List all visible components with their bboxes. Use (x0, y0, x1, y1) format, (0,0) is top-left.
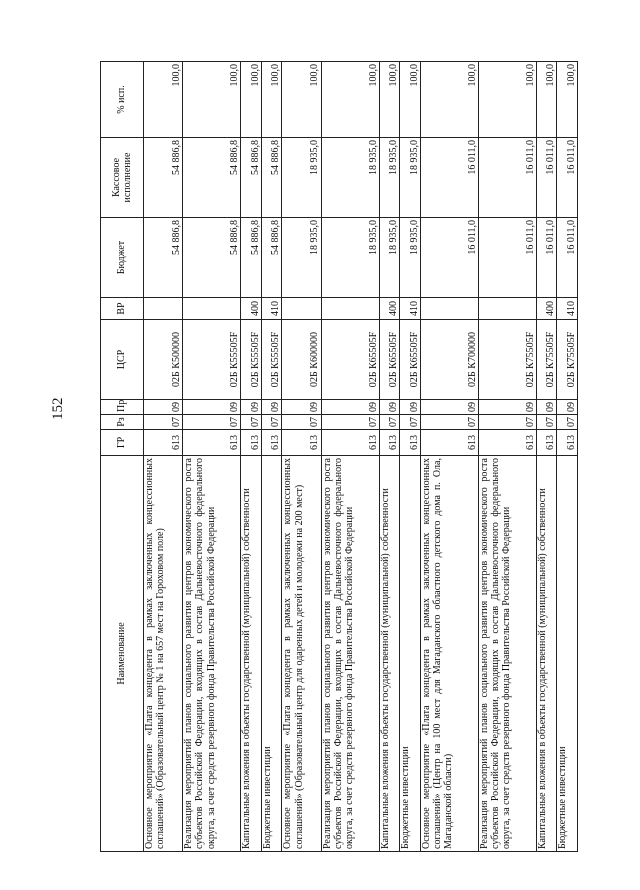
row-pr: 09 (282, 400, 321, 415)
row-budget: 54 886,8 (241, 218, 261, 298)
row-budget: 18 935,0 (400, 218, 420, 298)
row-csr: 02Б К55505F (183, 320, 241, 400)
table-row (379, 62, 399, 852)
row-pct: 100,0 (241, 62, 261, 138)
row-csr: 02Б К75505F (557, 320, 578, 400)
row-pr: 09 (144, 400, 183, 415)
row-name: Реализация мероприятий планов социального развития центров экономического роста субъектов Российской Федерации, входящих в состав Дальневосточного федерального округа, за счет средств резервного фонда Правительства Российской Федерации (183, 456, 241, 852)
row-rz: 07 (241, 415, 261, 430)
table-body (144, 62, 578, 852)
row-gr: 613 (400, 430, 420, 456)
row-pr: 09 (241, 400, 261, 415)
row-cash: 16 011,0 (420, 138, 478, 218)
table-header-row (101, 62, 144, 852)
row-vr (183, 298, 241, 320)
row-cash: 54 886,8 (144, 138, 183, 218)
row-cash: 18 935,0 (400, 138, 420, 218)
row-cash: 54 886,8 (183, 138, 241, 218)
rotated-table-container (100, 62, 578, 852)
row-pr: 09 (557, 400, 578, 415)
row-pct: 100,0 (536, 62, 556, 138)
row-csr: 02Б К500000 (144, 320, 183, 400)
row-cash: 16 011,0 (536, 138, 556, 218)
row-pr: 09 (478, 400, 536, 415)
row-vr (321, 298, 379, 320)
row-csr: 02Б К700000 (420, 320, 478, 400)
row-pct: 100,0 (420, 62, 478, 138)
row-name: Капитальные вложения в объекты государственной (муниципальной) собственности (536, 456, 556, 852)
row-vr: 410 (261, 298, 281, 320)
row-gr: 613 (321, 430, 379, 456)
row-gr: 613 (261, 430, 281, 456)
row-csr: 02Б К65505F (321, 320, 379, 400)
table-row (321, 62, 379, 852)
header-vr: ВР (101, 298, 144, 320)
row-name: Реализация мероприятий планов социального развития центров экономического роста субъектов Российской Федерации, входящих в состав Дальневосточного федерального округа, за счет средств резервного фонда Правительства Российской Федерации (478, 456, 536, 852)
row-pct: 100,0 (321, 62, 379, 138)
row-name: Бюджетные инвестиции (400, 456, 420, 852)
row-budget: 16 011,0 (420, 218, 478, 298)
row-budget: 18 935,0 (379, 218, 399, 298)
row-pr: 09 (321, 400, 379, 415)
row-rz: 07 (379, 415, 399, 430)
row-gr: 613 (144, 430, 183, 456)
row-vr: 410 (557, 298, 578, 320)
row-rz: 07 (261, 415, 281, 430)
row-budget: 16 011,0 (536, 218, 556, 298)
row-budget: 18 935,0 (321, 218, 379, 298)
row-gr: 613 (420, 430, 478, 456)
row-rz: 07 (183, 415, 241, 430)
row-csr: 02Б К75505F (478, 320, 536, 400)
row-gr: 613 (557, 430, 578, 456)
row-pct: 100,0 (400, 62, 420, 138)
row-budget: 16 011,0 (478, 218, 536, 298)
row-pct: 100,0 (261, 62, 281, 138)
table-row (557, 62, 578, 852)
row-pct: 100,0 (282, 62, 321, 138)
table-row (144, 62, 183, 852)
row-vr: 410 (400, 298, 420, 320)
row-pr: 09 (400, 400, 420, 415)
row-name: Бюджетные инвестиции (261, 456, 281, 852)
row-pct: 100,0 (557, 62, 578, 138)
row-vr: 400 (536, 298, 556, 320)
row-name: Основное мероприятие «Плата концедента в рамках заключенных концессионных соглашений» (Образовательный центр № 1 на 657 мест на Гороховом поле) (144, 456, 183, 852)
row-vr: 400 (379, 298, 399, 320)
row-cash: 16 011,0 (478, 138, 536, 218)
row-pr: 09 (420, 400, 478, 415)
row-budget: 54 886,8 (261, 218, 281, 298)
header-name: Наименование (101, 456, 144, 852)
row-pct: 100,0 (144, 62, 183, 138)
row-csr: 02Б К55505F (241, 320, 261, 400)
row-gr: 613 (183, 430, 241, 456)
page-number: 152 (50, 397, 66, 420)
row-rz: 07 (478, 415, 536, 430)
row-csr: 02Б К65505F (400, 320, 420, 400)
row-gr: 613 (241, 430, 261, 456)
row-rz: 07 (144, 415, 183, 430)
header-pct: % исп. (101, 62, 144, 138)
row-vr (420, 298, 478, 320)
table-row (478, 62, 536, 852)
row-cash: 16 011,0 (557, 138, 578, 218)
row-name: Основное мероприятие «Плата концедента в рамках заключенных концессионных соглашений» (Центр на 100 мест для Магаданского областного детского дома п. Ола, Магаданской области) (420, 456, 478, 852)
row-name: Реализация мероприятий планов социального развития центров экономического роста субъектов Российской Федерации, входящих в состав Дальневосточного федерального округа, за счет средств резервного фонда Правительства Российской Федерации (321, 456, 379, 852)
row-rz: 07 (400, 415, 420, 430)
row-budget: 54 886,8 (183, 218, 241, 298)
row-pr: 09 (261, 400, 281, 415)
row-vr (478, 298, 536, 320)
row-pct: 100,0 (183, 62, 241, 138)
row-pct: 100,0 (379, 62, 399, 138)
row-rz: 07 (536, 415, 556, 430)
row-vr: 400 (241, 298, 261, 320)
row-rz: 07 (420, 415, 478, 430)
row-cash: 18 935,0 (282, 138, 321, 218)
table-row (282, 62, 321, 852)
row-pr: 09 (536, 400, 556, 415)
row-budget: 54 886,8 (144, 218, 183, 298)
table-row (400, 62, 420, 852)
row-gr: 613 (379, 430, 399, 456)
row-name: Основное мероприятие «Плата концедента в рамках заключенных концессионных соглашений» (Образовательный центр для одаренных детей и молодежи на 200 мест) (282, 456, 321, 852)
row-csr: 02Б К75505F (536, 320, 556, 400)
row-vr (282, 298, 321, 320)
header-budget: Бюджет (101, 218, 144, 298)
row-budget: 18 935,0 (282, 218, 321, 298)
header-csr: ЦСР (101, 320, 144, 400)
row-cash: 54 886,8 (241, 138, 261, 218)
row-name: Капитальные вложения в объекты государственной (муниципальной) собственности (379, 456, 399, 852)
row-csr: 02Б К600000 (282, 320, 321, 400)
row-rz: 07 (321, 415, 379, 430)
row-rz: 07 (557, 415, 578, 430)
row-pct: 100,0 (478, 62, 536, 138)
row-rz: 07 (282, 415, 321, 430)
table-row (183, 62, 241, 852)
row-pr: 09 (183, 400, 241, 415)
row-name: Бюджетные инвестиции (557, 456, 578, 852)
row-gr: 613 (478, 430, 536, 456)
header-rz: Рз (101, 415, 144, 430)
row-name: Капитальные вложения в объекты государственной (муниципальной) собственности (241, 456, 261, 852)
table-row (261, 62, 281, 852)
row-gr: 613 (536, 430, 556, 456)
row-cash: 54 886,8 (261, 138, 281, 218)
row-budget: 16 011,0 (557, 218, 578, 298)
budget-table (100, 61, 578, 852)
row-gr: 613 (282, 430, 321, 456)
header-pr: Пр (101, 400, 144, 415)
header-gr: ГР (101, 430, 144, 456)
row-csr: 02Б К55505F (261, 320, 281, 400)
table-row (536, 62, 556, 852)
header-cash: Кассовое исполнение (101, 138, 144, 218)
table-row (241, 62, 261, 852)
row-pr: 09 (379, 400, 399, 415)
table-row (420, 62, 478, 852)
row-cash: 18 935,0 (379, 138, 399, 218)
row-cash: 18 935,0 (321, 138, 379, 218)
row-vr (144, 298, 183, 320)
row-csr: 02Б К65505F (379, 320, 399, 400)
